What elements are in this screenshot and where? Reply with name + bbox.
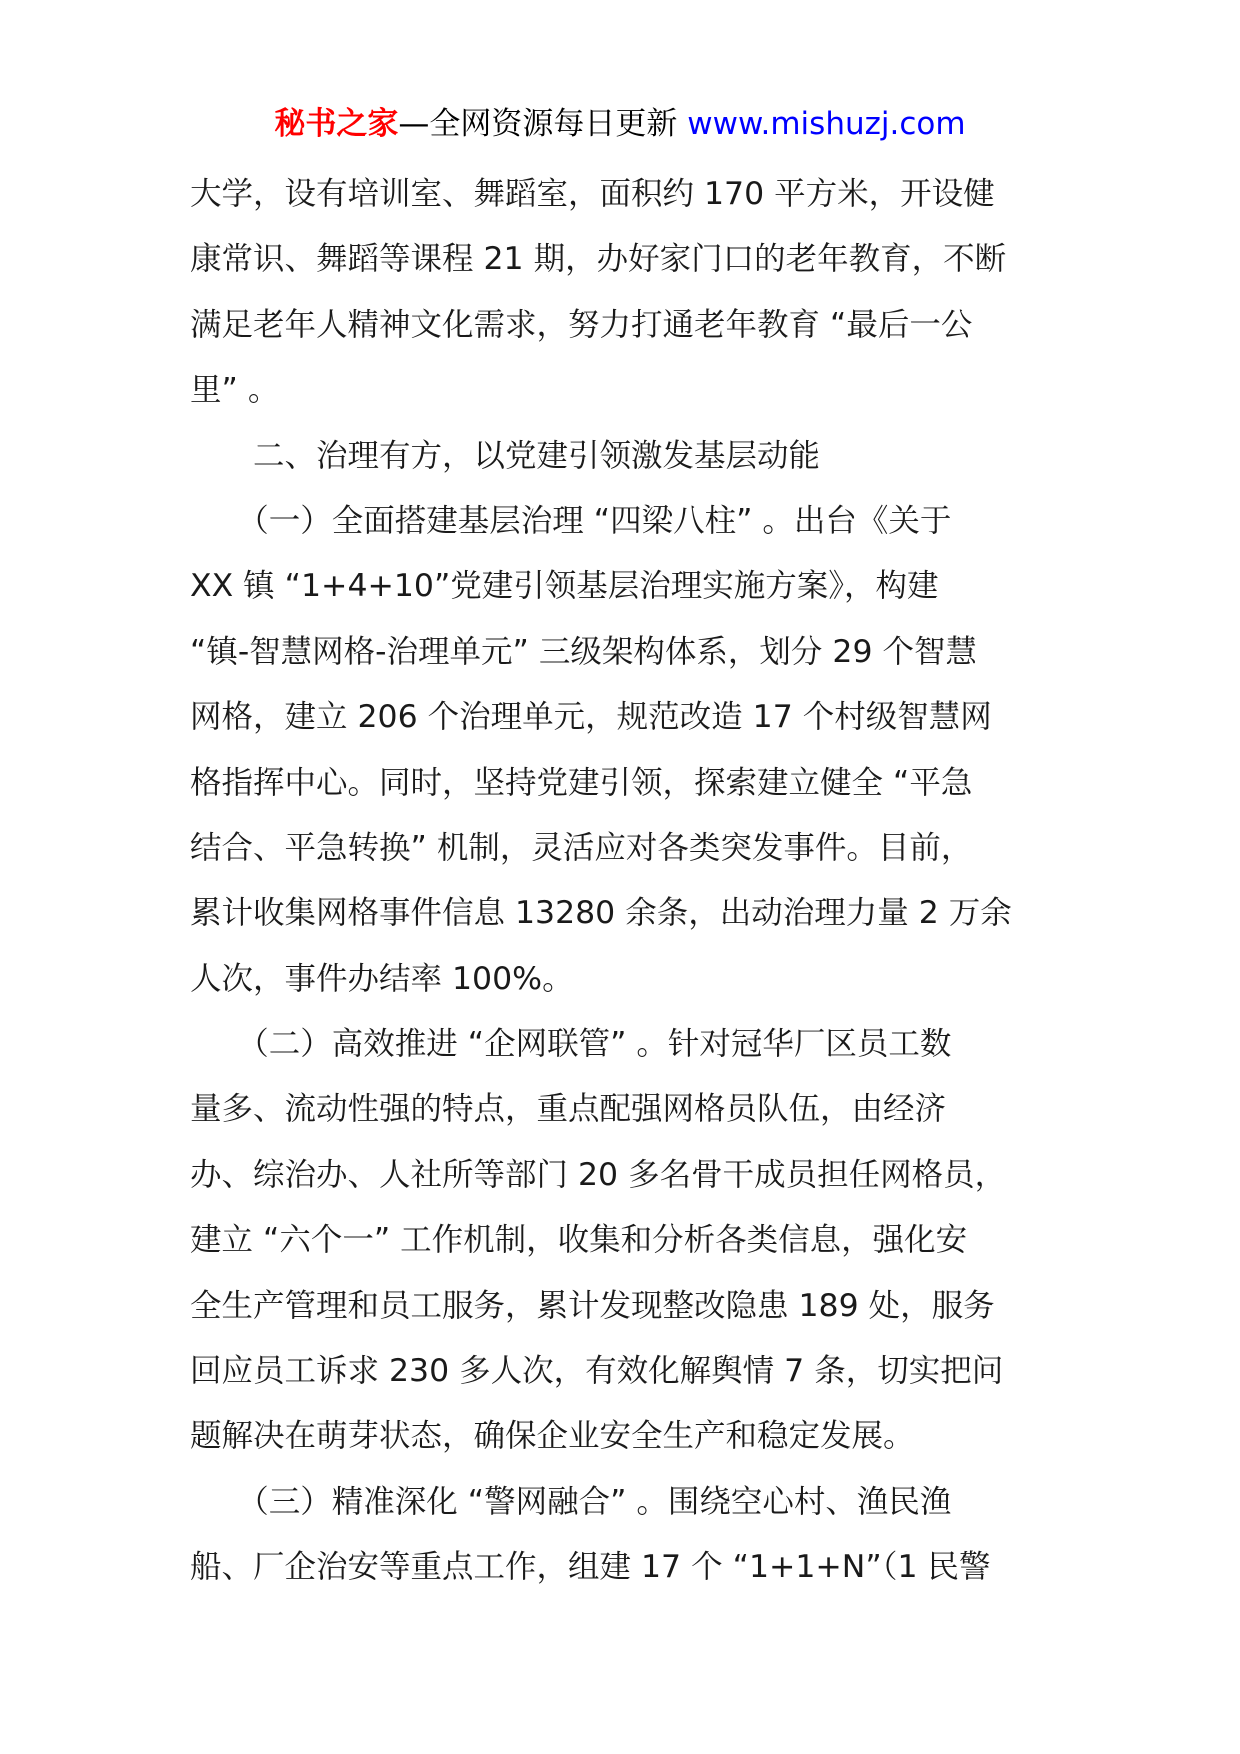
section-heading: 二、治理有方，以党建引领激发基层动能 xyxy=(190,437,821,474)
text-line: 格指挥中心。同时，坚持党建引领，探索建立健全 “平急 xyxy=(190,764,973,801)
document-body xyxy=(190,162,1052,1601)
text-line: 题解决在萌芽状态，确保企业安全生产和稳定发展。 xyxy=(190,1418,915,1455)
text-line: （一）全面搭建基层治理 “四梁八柱” 。出台《关于 xyxy=(190,502,952,539)
site-url-link[interactable]: www.mishuzj.com xyxy=(687,106,966,142)
text-line: 满足老年人精神文化需求，努力打通老年教育 “最后一公 xyxy=(190,306,973,343)
text-line: “镇-智慧网格-治理单元” 三级架构体系，划分 29 个智慧 xyxy=(190,633,977,670)
text-line: （二）高效推进 “企网联管” 。针对冠华厂区员工数 xyxy=(190,1026,952,1063)
text-line: 建立 “六个一” 工作机制，收集和分析各类信息，强化安 xyxy=(190,1222,968,1259)
text-line: 康常识、舞蹈等课程 21 期，办好家门口的老年教育，不断 xyxy=(190,241,1007,278)
text-line: 里” 。 xyxy=(190,372,280,409)
text-line: 大学，设有培训室、舞蹈室，面积约 170 平方米，开设健 xyxy=(190,176,995,212)
site-header xyxy=(0,104,1240,144)
text-line: （三）精准深化 “警网融合” 。围绕空心村、渔民渔 xyxy=(190,1483,952,1520)
text-line: 回应员工诉求 230 多人次，有效化解舆情 7 条，切实把问 xyxy=(190,1353,1004,1390)
site-brand: 秘书之家 xyxy=(274,106,399,142)
text-line: 船、厂企治安等重点工作，组建 17 个 “1+1+N”（1 民警 xyxy=(190,1549,991,1586)
text-line: 累计收集网格事件信息 13280 余条，出动治理力量 2 万余 xyxy=(190,895,1012,932)
text-line: 网格，建立 206 个治理单元，规范改造 17 个村级智慧网 xyxy=(190,699,992,736)
text-line: 人次，事件办结率 100%。 xyxy=(190,960,574,997)
text-line: 全生产管理和员工服务，累计发现整改隐患 189 处，服务 xyxy=(190,1287,995,1324)
text-line: 结合、平急转换” 机制，灵活应对各类突发事件。目前， xyxy=(190,829,973,866)
text-line: XX 镇 “1+4+10”党建引领基层治理实施方案》，构建 xyxy=(190,568,939,605)
text-line: 办、综治办、人社所等部门 20 多名骨干成员担任网格员， xyxy=(190,1156,1007,1193)
text-line: 量多、流动性强的特点，重点配强网格员队伍，由经济 xyxy=(190,1091,947,1128)
site-slogan: —全网资源每日更新 xyxy=(398,106,678,142)
